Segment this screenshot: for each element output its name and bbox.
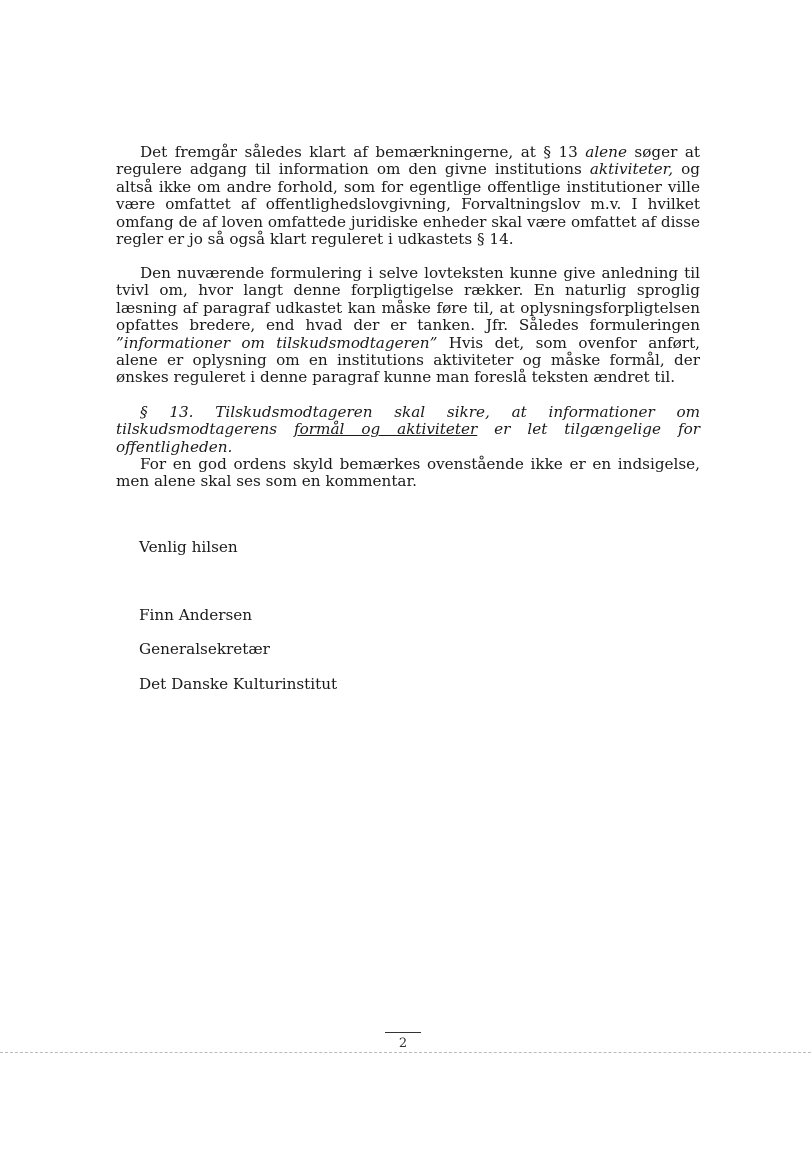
page-number: 2 [398, 1036, 408, 1051]
text-run: Hvis det, som ovenfor anført, alene er oplysning om en institutions aktiviteter og måske formål, der ønskes reguleret i denne paragraf kunne man foreslå teksten ændret til. [116, 333, 700, 387]
text-run: aktiviteter, [589, 160, 674, 179]
signatory-name: Finn Andersen [139, 606, 253, 624]
paragraph-2 [116, 265, 700, 387]
signatory-organization: Det Danske Kulturinstitut [139, 675, 338, 693]
text-run: er let tilgængelige for offentligheden. [116, 420, 700, 456]
paragraph-3-proposed-text [116, 404, 700, 456]
text-run: og altså ikke om andre forhold, som for egentlige offentlige institutioner ville være omfattet af offentlighedslovgivning, Forvaltningslov m.v. I hvilket omfang de af loven omfattede juridiske enheder skal være omfattet af disse regler er jo så også klart reguleret i udkastets § 14. [116, 160, 700, 249]
paragraph-1-text [116, 143, 700, 248]
paragraph-2-text [116, 264, 700, 386]
scan-edge-line [0, 1052, 811, 1053]
text-run: Den nuværende formulering i selve lovteksten kunne give anledning til tvivl om, hvor langt denne forpligtigelse rækker. En naturlig sproglig læsning af paragraf udkastet kan måske føre til, at oplysningsforpligtelsen opfattes bredere, end hvad der er tanken. Jfr. Således formuleringen [116, 264, 700, 335]
text-run: søger at regulere adgang til information om den givne institutions [116, 143, 700, 179]
text-run: § 13. Tilskudsmodtageren skal sikre, at informationer om tilskudsmodtagerens [116, 403, 700, 439]
text-run: Det fremgår således klart af bemærkningerne, at § 13 [140, 143, 586, 161]
text-run: For en god ordens skyld bemærkes ovenstående ikke er en indsigelse, men alene skal ses som en kommentar. [116, 455, 700, 491]
paragraph-4-text [116, 455, 700, 490]
closing-greeting: Venlig hilsen [139, 538, 238, 556]
text-run: formål og aktiviteter [294, 420, 478, 439]
text-run: alene [585, 143, 627, 161]
paragraph-1 [116, 144, 700, 248]
paragraph-4 [116, 456, 700, 491]
text-run: ”informationer om tilskudsmodtageren” [116, 333, 438, 352]
signatory-title: Generalsekretær [139, 640, 270, 658]
paragraph-3-text [116, 403, 700, 456]
page-number-rule [385, 1032, 421, 1033]
